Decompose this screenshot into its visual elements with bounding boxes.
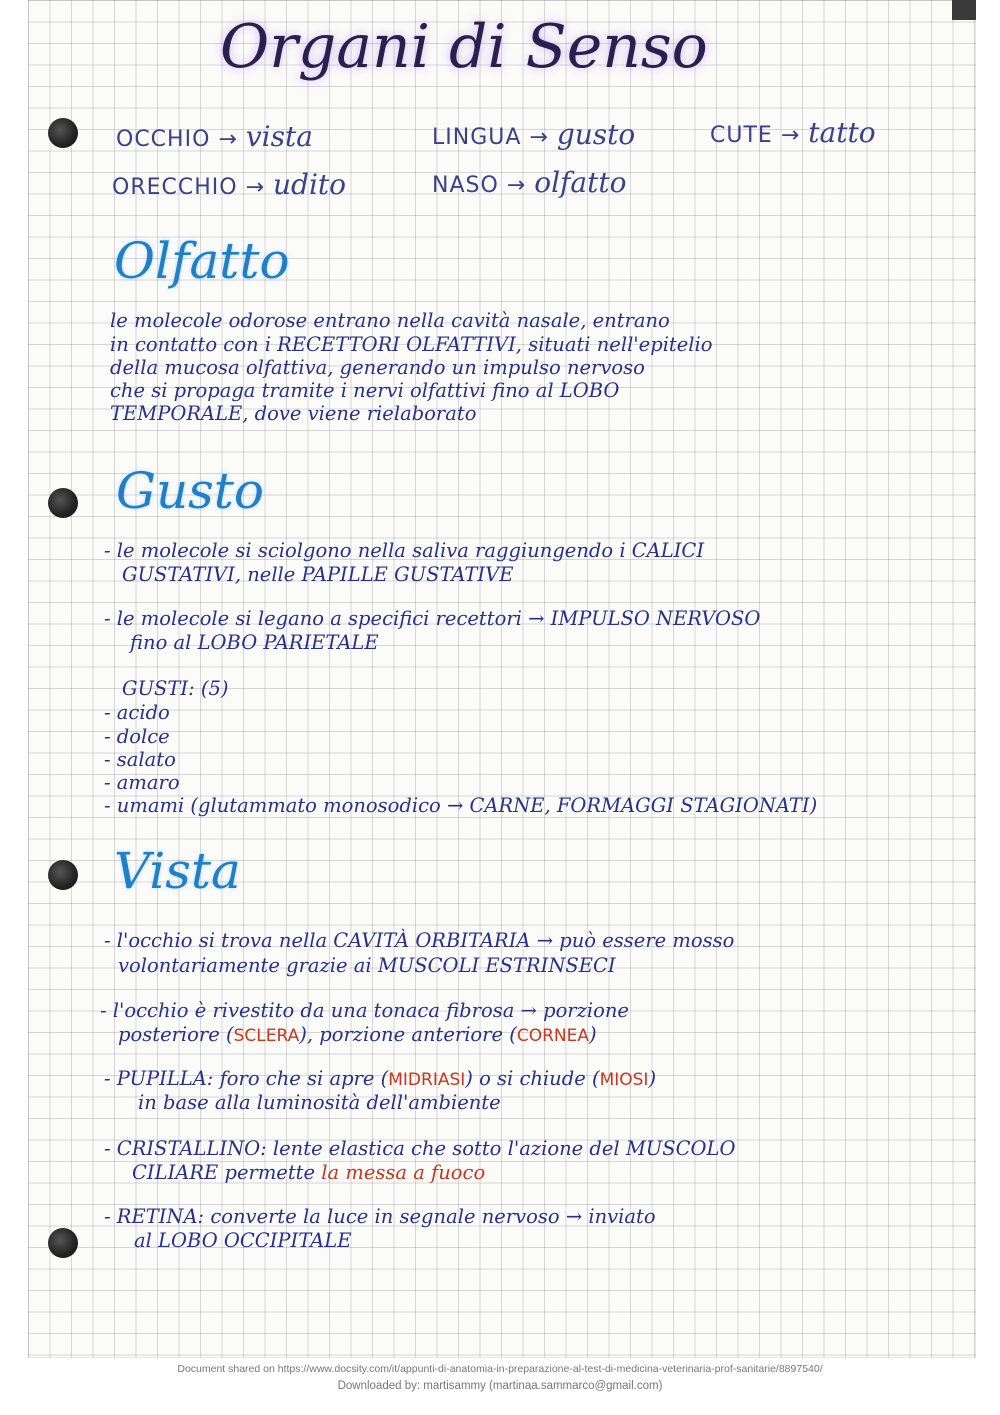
gusti-item: - umami (glutammato monosodico → CARNE, FORMAGGI STAGIONATI) [104, 794, 818, 817]
paragraph-line: - RETINA: converte la luce in segnale nervoso → inviato [104, 1205, 656, 1228]
paragraph-line: che si propaga tramite i nervi olfattivi fino al LOBO [110, 379, 620, 402]
organ-item: NASO → olfatto [432, 166, 627, 199]
paragraph-line: fino al LOBO PARIETALE [130, 631, 379, 654]
paragraph-line: della mucosa olfattiva, generando un impulso nervoso [110, 356, 645, 379]
binder-hole [48, 118, 78, 148]
paragraph-line: - l'occhio è rivestito da una tonaca fibrosa → porzione [100, 999, 629, 1022]
highlight-messa-a-fuoco: la messa a fuoco [321, 1161, 486, 1184]
binder-hole [48, 860, 78, 890]
paragraph-line: posteriore (SCLERA), porzione anteriore (CORNEA) [118, 1023, 597, 1046]
page-title: Organi di Senso [220, 12, 708, 82]
highlight-midriasi: MIDRIASI [388, 1070, 466, 1090]
paragraph-line: in contatto con i RECETTORI OLFATTIVI, situati nell'epitelio [110, 333, 713, 356]
section-heading-olfatto: Olfatto [114, 232, 290, 290]
gusti-label: GUSTI: (5) [122, 677, 229, 700]
paragraph-line: TEMPORALE, dove viene rielaborato [110, 402, 477, 425]
highlight-cornea: CORNEA [516, 1026, 589, 1046]
section-heading-vista: Vista [114, 842, 241, 900]
footer-downloaded-by: Downloaded by: martisammy (martinaa.sammarco@gmail.com) [337, 1380, 663, 1392]
gusti-item: - amaro [104, 771, 180, 794]
organ-item: CUTE → tatto [710, 116, 876, 149]
paragraph-line: - l'occhio si trova nella CAVITÀ ORBITARIA → può essere mosso [104, 929, 735, 952]
footer-shared-link[interactable]: Document shared on https://www.docsity.com/it/appunti-di-anatomia-in-preparazione-al-test-di-medicina-veterinaria-prof-sanitarie/8897540/ [177, 1363, 823, 1375]
organ-item: ORECCHIO → udito [112, 168, 347, 201]
paragraph-line: - PUPILLA: foro che si apre (MIDRIASI) o si chiude (MIOSI) [104, 1067, 657, 1090]
gusti-item: - dolce [104, 725, 170, 748]
organ-item: OCCHIO → vista [116, 120, 313, 153]
highlight-sclera: SCLERA [233, 1026, 300, 1046]
paragraph-line: - le molecole si legano a specifici recettori → IMPULSO NERVOSO [104, 607, 761, 630]
paragraph-line: le molecole odorose entrano nella cavità nasale, entrano [110, 309, 670, 332]
binder-hole [48, 1228, 78, 1258]
gusti-item: - salato [104, 748, 176, 771]
paragraph-line: - CRISTALLINO: lente elastica che sotto l'azione del MUSCOLO [104, 1137, 736, 1160]
binder-hole [48, 488, 78, 518]
organ-item: LINGUA → gusto [432, 118, 636, 151]
paragraph-line: volontariamente grazie ai MUSCOLI ESTRINSECI [118, 954, 616, 977]
gusti-item: - acido [104, 701, 170, 724]
highlight-miosi: MIOSI [599, 1070, 649, 1090]
page-corner-fold [952, 0, 976, 20]
paragraph-line: in base alla luminosità dell'ambiente [138, 1091, 501, 1114]
paragraph-line: al LOBO OCCIPITALE [134, 1229, 352, 1252]
paragraph-line: CILIARE permette la messa a fuoco [132, 1161, 486, 1184]
paragraph-line: GUSTATIVI, nelle PAPILLE GUSTATIVE [122, 563, 514, 586]
section-heading-gusto: Gusto [116, 462, 264, 520]
paragraph-line: - le molecole si sciolgono nella saliva raggiungendo i CALICI [104, 539, 705, 562]
